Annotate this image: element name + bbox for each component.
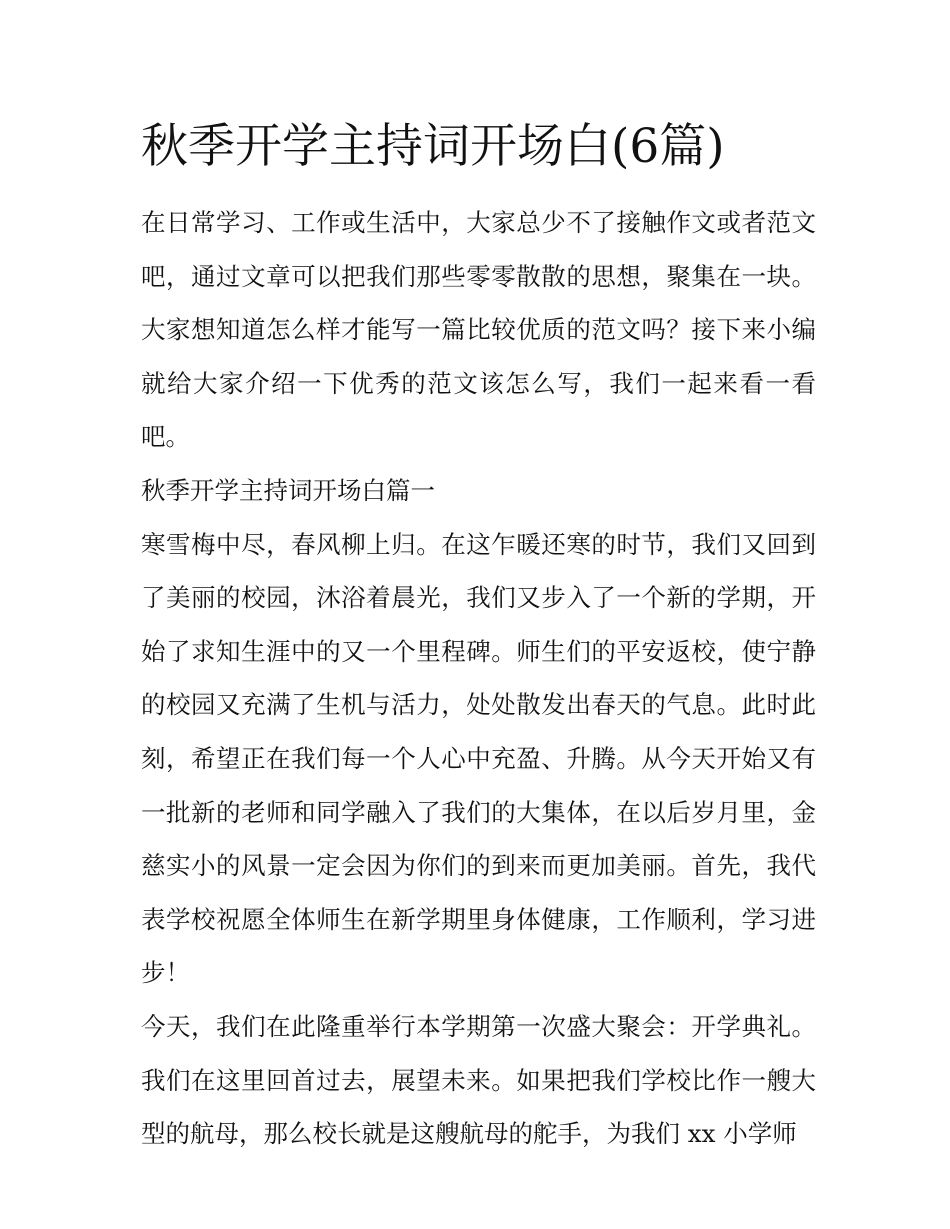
document-title: 秋季开学主持词开场白(6篇) <box>141 119 725 174</box>
intro-paragraph: 在日常学习、工作或生活中，大家总少不了接触作文或者范文吧，通过文章可以把我们那些零零散散的思想，聚集在一块。大家想知道怎么样才能写一篇比较优质的范文吗？接下来小编就给大家介绍一下优秀的范文该怎么写，我们一起来看一看吧。 <box>141 208 816 452</box>
body-paragraph-1: 寒雪梅中尽，春风柳上归。在这乍暖还寒的时节，我们又回到了美丽的校园，沐浴着晨光，我们又步入了一个新的学期，开始了求知生涯中的又一个里程碑。师生们的平安返校，使宁静的校园又充满了生机与活力，处处散发出春天的气息。此时此刻，希望正在我们每一个人心中充盈、升腾。从今天开始又有一批新的老师和同学融入了我们的大集体，在以后岁月里，金慈实小的风景一定会因为你们的到来而更加美丽。首先，我代表学校祝愿全体师生在新学期里身体健康，工作顺利，学习进步！ <box>141 529 816 988</box>
document-body <box>141 196 816 1161</box>
section-heading-1: 秋季开学主持词开场白篇一 <box>141 475 435 505</box>
body-paragraph-2: 今天，我们在此隆重举行本学期第一次盛大聚会：开学典礼。我们在这里回首过去，展望未来。如果把我们学校比作一艘大型的航母，那么校长就是这艘航母的舵手，为我们 xx 小学师 <box>141 1011 816 1149</box>
